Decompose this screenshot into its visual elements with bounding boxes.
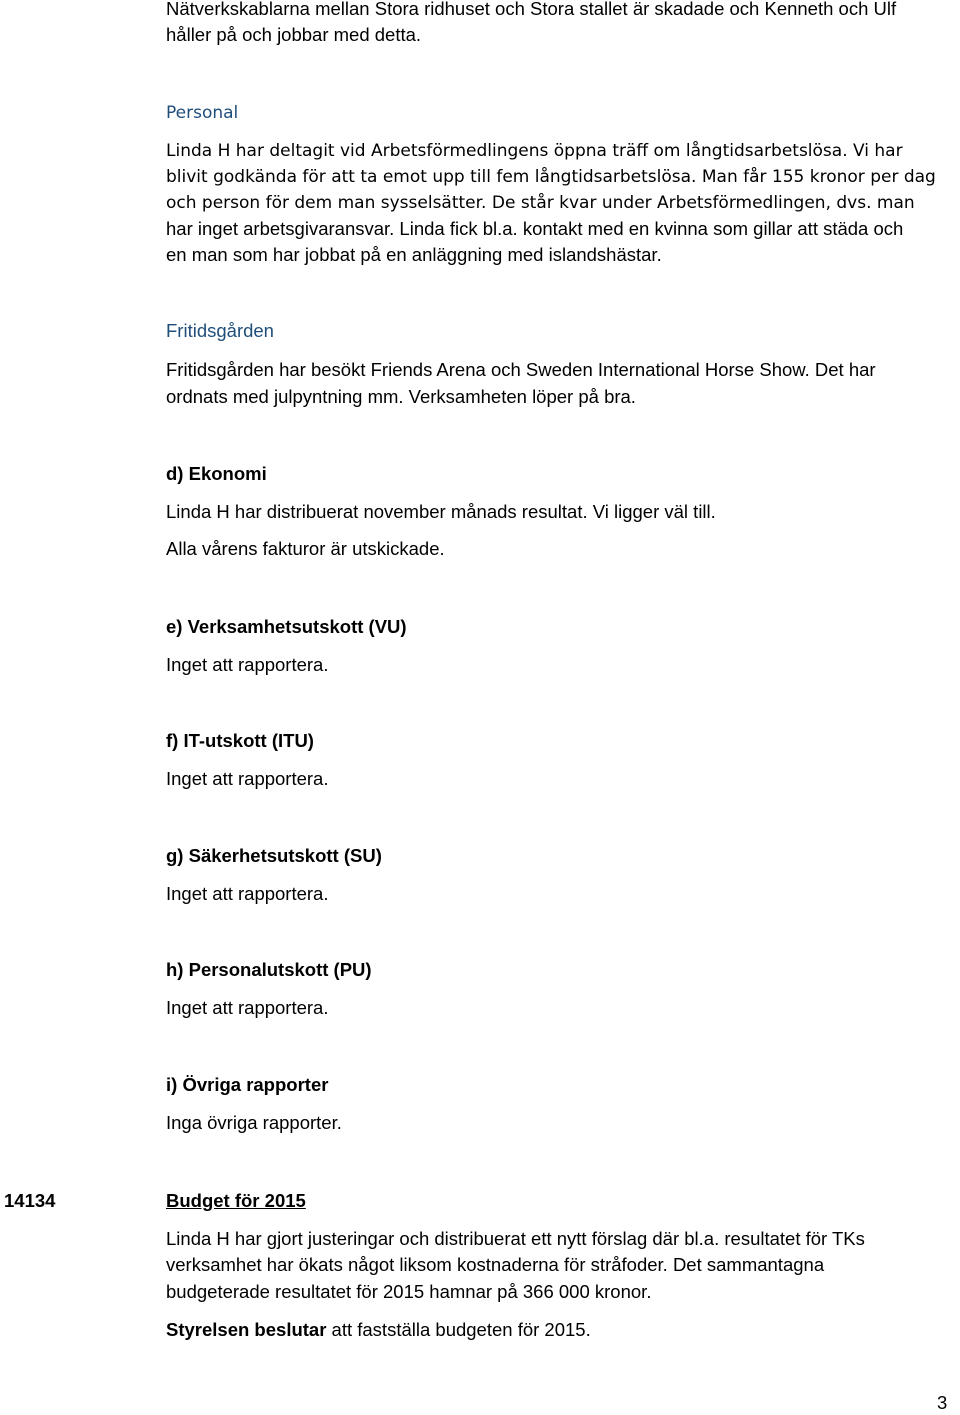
- personal-line-1: Linda H har deltagit vid Arbetsförmedlingens öppna träff om långtidsarbetslösa. Vi har: [166, 141, 903, 161]
- pu-heading: h) Personalutskott (PU): [166, 959, 372, 980]
- ekonomi-line-2: Alla vårens fakturor är utskickade.: [166, 538, 445, 559]
- fritidsgarden-line-1: Fritidsgården har besökt Friends Arena och Sweden International Horse Show. Det har: [166, 359, 876, 380]
- personal-line-3: och person för dem man sysselsätter. De står kvar under Arbetsförmedlingen, dvs. man: [166, 193, 915, 213]
- personal-line-5: en man som har jobbat på en anläggning med islandshästar.: [166, 244, 662, 265]
- budget-line-3: budgeterade resultatet för 2015 hamnar på 366 000 kronor.: [166, 1281, 652, 1302]
- budget-decision: [166, 1317, 591, 1344]
- ekonomi-heading: d) Ekonomi: [166, 463, 267, 484]
- budget-line-2: verksamhet har ökats något liksom kostnaderna för stråfoder. Det sammantagna: [166, 1254, 825, 1275]
- personal-heading: Personal: [166, 103, 239, 123]
- fritidsgarden-heading: Fritidsgården: [166, 320, 274, 341]
- ekonomi-line-1: Linda H har distribuerat november månads resultat. Vi ligger väl till.: [166, 501, 716, 522]
- su-heading: g) Säkerhetsutskott (SU): [166, 845, 382, 866]
- vu-text: Inget att rapportera.: [166, 654, 329, 675]
- personal-line-2: blivit godkända för att ta emot upp till fem långtidsarbetslösa. Man får 155 kronor per dag: [166, 167, 936, 187]
- ovriga-heading: i) Övriga rapporter: [166, 1074, 329, 1095]
- decision-bold-text: Styrelsen beslutar: [166, 1319, 327, 1340]
- fritidsgarden-line-2: ordnats med julpyntning mm. Verksamheten löper på bra.: [166, 386, 636, 407]
- intro-line-2: håller på och jobbar med detta.: [166, 24, 422, 45]
- su-text: Inget att rapportera.: [166, 883, 329, 904]
- budget-line-1: Linda H har gjort justeringar och distribuerat ett nytt förslag där bl.a. resultatet för TKs: [166, 1228, 865, 1249]
- itu-text: Inget att rapportera.: [166, 768, 329, 789]
- page-number: 3: [937, 1392, 948, 1413]
- ovriga-text: Inga övriga rapporter.: [166, 1112, 342, 1133]
- pu-text: Inget att rapportera.: [166, 997, 329, 1018]
- intro-line-1: Nätverkskablarna mellan Stora ridhuset och Stora stallet är skadade och Kenneth och Ulf: [166, 0, 897, 19]
- decision-rest-text: att fastställa budgeten för 2015.: [326, 1319, 591, 1340]
- vu-heading: e) Verksamhetsutskott (VU): [166, 616, 407, 637]
- itu-heading: f) IT-utskott (ITU): [166, 730, 314, 751]
- personal-line-4: har inget arbetsgivaransvar. Linda fick bl.a. kontakt med en kvinna som gillar att städa och: [166, 218, 904, 239]
- budget-title: Budget för 2015: [166, 1190, 306, 1211]
- budget-number: 14134: [4, 1190, 56, 1211]
